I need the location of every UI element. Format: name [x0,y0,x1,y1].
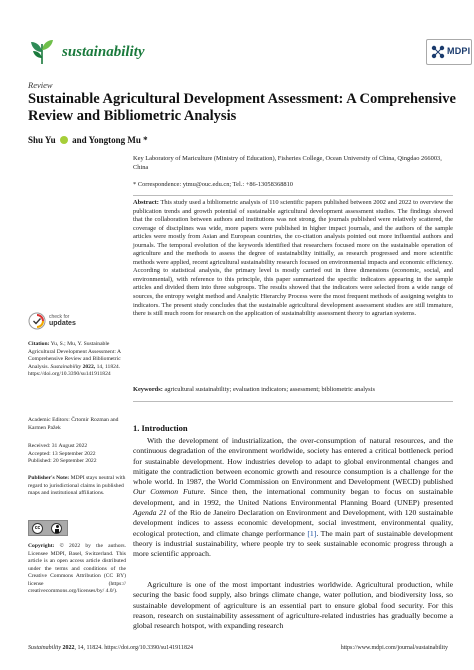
abstract-text: This study used a bibliometric analysis of 110 scientific papers published between 2002 and 2022 to overview the publication trends and growth potential of sustainable agricultural development assessment studies. The findings showed that the collaboration between authors and institutions was not strong, the journals published were relatively scattered, the coverage of disciplines was wide, more papers were published in higher impact journals, and the authors of the sample articles were mostly from Asian and European countries, the co-citation analysis pointed out more influential authors and journals. The temporal evolution of the keywords identified that researchers focused more on the sustainable operation of agriculture and the methods to assess the degree of sustainability initially, as research progressed and more scientific methods were applied, recent agricultural sustainability research focused on environmental impacts and economic efficiency. According to statistical analysis, the primary level is mostly carried out in three dimensions (economic, social, and environmental), with reference to this principle, this paper summarized the specific indicators appearing in the sample articles and divided them into three subgroups. The results showed that the indicators were selected from a wide range of sources, the entropy weight method and Analytic Hierarchy Process were the most frequent methods of assigning weights to indicators. The present study concludes that the sustainable agricultural development assessment studies are still immature, there is still much room for research on the application of sustainability assessment theory to agrarian systems. [133,199,453,318]
author-conjunction: and [72,135,87,145]
publisher-note-label: Publisher's Note: [28,475,70,481]
body-paragraph [133,436,453,560]
academic-editors [28,417,126,432]
abstract-label: Abstract: [133,199,159,206]
abstract-top-divider [133,195,453,196]
footer-journal-url[interactable]: https://www.mdpi.com/journal/sustainability [340,645,448,651]
citation-authors: Yu, S.; Mu, Y. Sustainable Agricultural Development Assessment: A Comprehensive Review and Bibliometric Analysis. [28,341,121,370]
cc-icon: cc [32,523,43,534]
received-date: Received: 31 August 2022 [28,443,88,449]
editor-names: Črtomir Rozman and Karmen Pažek [28,417,119,431]
cc-by-license-badge[interactable] [28,520,68,536]
citation-doi[interactable]: 14, 11824. https://doi.org/10.3390/su141911824 [28,363,121,377]
abstract-bottom-divider [133,401,453,402]
correspondence-text: Correspondence: ytmu@ouc.edu.cn; Tel.: +86-13058368810 [137,181,293,188]
correspondence [133,181,453,190]
footer-doi[interactable]: , 14, 11824. https://doi.org/10.3390/su141911824 [74,645,193,651]
paper-title: Sustainable Agricultural Development Assessment: A Comprehensive Review and Bibliometric Analysis [28,91,456,124]
article-type: Review [28,80,53,90]
paragraph-text: . The main part of sustainable development theory is industrial sustainability, where people try to seek sustainable economic progress through a more scientific approach. [133,528,453,559]
section-heading-introduction: 1. Introduction [133,423,188,433]
editor-label: Academic Editors: [28,417,70,423]
published-date: Published: 20 September 2022 [28,458,97,464]
check-updates-line1: check for [49,314,70,320]
copyright-label: Copyright: [28,543,55,549]
publisher-note-text: MDPI stays neutral with regard to jurisdictional claims in published maps and institutional affiliations. [28,475,126,496]
cited-work-title: Our Common Future [133,487,204,497]
paragraph-text: of the Rio de Janeiro Declaration on Environment and Development, with 120 sustainable development indices to assess economic development, social investment, environmental quality, ecological protection, and climate change performance [133,508,453,538]
publisher-name: MDPI [447,46,471,56]
author-name[interactable]: Yongtong Mu * [88,135,148,145]
copyright-notice [28,543,126,596]
cited-work-title: Agenda 21 [133,508,167,518]
publication-dates [28,443,126,466]
accepted-date: Accepted: 13 September 2022 [28,450,96,457]
citation-label: Citation: [28,341,50,347]
affiliation: Key Laboratory of Mariculture (Ministry of Education), Fisheries College, Ocean University of China, Qingdao 266003, China [133,155,442,171]
footer-journal: Sustainability [28,645,61,651]
author-list [28,135,148,145]
keywords-text: agricultural sustainability; evaluation indicators; assessment; bibliometric analysis [164,386,375,393]
publisher-note [28,475,126,498]
mdpi-logo-icon [430,44,446,60]
citation-year: 2022, [82,363,96,370]
sustainability-leaf-icon [28,38,56,66]
body-paragraph: Agriculture is one of the most important industries worldwide. Agricultural production, while securing the basic food supply, also brings climate change, water pollution, and biodiversity loss, so sustainable development of agriculture is an essential part to ensure global food security. For this reason, research on sustainability assessment of agriculture-related industries has gradually become a global research hotspot, with expanding research [133,580,453,631]
footer-year: 2022 [62,645,75,651]
footer-citation [28,645,193,651]
abstract [133,199,453,319]
check-for-updates-button[interactable] [28,311,88,333]
check-updates-line2: updates [49,320,76,327]
check-for-updates-icon [28,312,46,330]
author-name[interactable]: Shu Yu [28,135,56,145]
publisher-logo[interactable] [426,39,472,65]
keywords [133,386,453,395]
paragraph-text: . Since then, the international community began to focus on sustainable development, and in 1992, the United Nations Environmental Planning Board (UNEP) presented [133,487,453,507]
paragraph-text: With the development of industrialization, the over-consumption of natural resources, and the continuous degradation of the environment worldwide, society has entered a critical bottleneck period for sustainable development. How industries develop to adapt to global environmental changes and mitigate the contradiction between economic growth and resource consumption is a challenge for the whole world. In 1987, the World Commission on Environment and Development (WECD) published [133,436,453,487]
keywords-label: Keywords: [133,386,163,393]
orcid-icon[interactable] [60,136,68,144]
journal-name: sustainability [62,44,145,60]
correspondence-marker: * [133,181,137,188]
journal-header [28,38,471,68]
attribution-icon [51,523,62,534]
copyright-text: © 2022 by the authors. Licensee MDPI, Basel, Switzerland. This article is an open access article distributed under the terms and conditions of the Creative Commons Attribution (CC BY) license (https:// creativecommons.org/licenses/by/ 4.0/). [28,543,126,594]
citation-block [28,341,126,379]
citation-journal: Sustainability [50,363,82,370]
reference-link[interactable]: [1] [307,528,317,538]
